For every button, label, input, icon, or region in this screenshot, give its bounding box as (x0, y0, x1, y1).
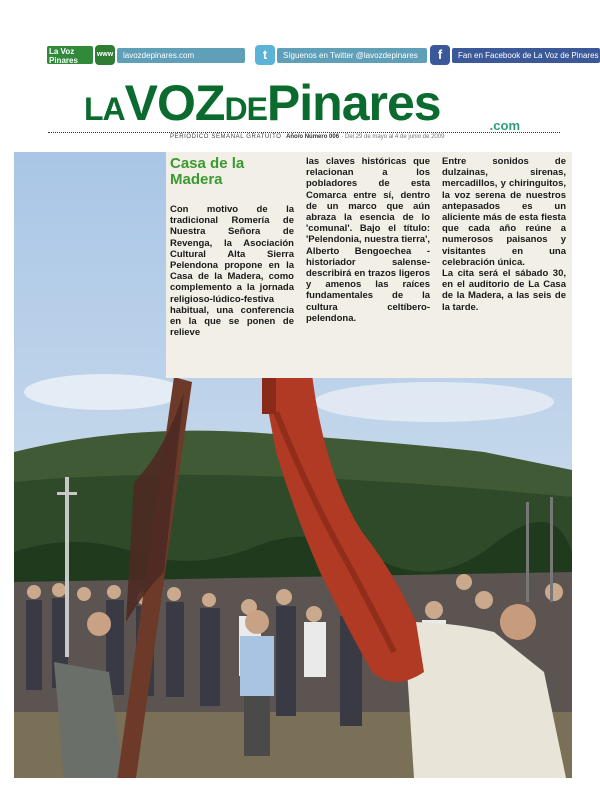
website-link[interactable]: lavozdepinares.com (117, 48, 245, 63)
article-title: Casa de la Madera (170, 155, 245, 188)
issue-date: · Del 29 de mayo al 4 de junio de 2009 (341, 134, 445, 140)
newspaper-title (84, 74, 441, 132)
small-logo-line2: Pinares (49, 56, 78, 65)
www-icon[interactable]: www (95, 45, 115, 65)
masthead-divider (48, 132, 560, 133)
twitter-link[interactable]: Síguenos en Twitter @lavozdepinares (277, 48, 427, 63)
twitter-icon[interactable]: t (255, 45, 275, 65)
article-column-1: Con motivo de la tradicional Romería de Nuestra Señora de Revenga, la Asociación Cultural Alta Sierra Pelendona propone en la Casa de la Madera, como complemento a la jornada religioso-lúdico-festiva habitual, una conferencia en la que se ponen de relieve (170, 204, 294, 339)
title-pinares: Pinares (266, 75, 441, 131)
facebook-link[interactable]: Fan en Facebook de La Voz de Pinares (452, 48, 600, 63)
tagline-text: PERIÓDICO SEMANAL GRATUITO (170, 134, 282, 140)
facebook-icon[interactable]: f (430, 45, 450, 65)
title-domain: .com (489, 118, 520, 133)
title-la: LA (84, 91, 125, 127)
title-de: DE (224, 91, 267, 127)
issue-number: Año/o Número 006 (286, 134, 340, 140)
masthead (84, 74, 524, 133)
masthead-tagline (170, 134, 444, 140)
article-box (166, 152, 572, 378)
title-voz: VOZ (124, 75, 225, 131)
small-logo[interactable] (47, 46, 93, 64)
article-column-2: las claves históricas que relacionan a los pobladores de esta Comarca entre sí, dentro de un marco que aún abraza la esencia de lo 'comunal'. Bajo el título: 'Pelendonia, nuestra tierra', Alberto Bengoechea -historiador salense- describirá en trazos ligeros y amenos las raíces fundamentales de la cultura celtíbero-pelendona. (306, 156, 430, 324)
small-logo-line1: La Voz (49, 47, 75, 56)
article-paragraph: La cita será el sábado 30, en el auditorio de La Casa de la Madera, a las seis de la tarde. (442, 268, 566, 313)
article-paragraph: Entre sonidos de dulzainas, sirenas, mercadillos, y chiringuitos, la voz serena de nuestros antepasados es un aliciente más de esta fiesta que cada año reúne a numerosos paisanos y visitantes en una celebración única. (442, 156, 566, 268)
social-bar (47, 45, 599, 67)
article-column-3 (442, 156, 566, 313)
